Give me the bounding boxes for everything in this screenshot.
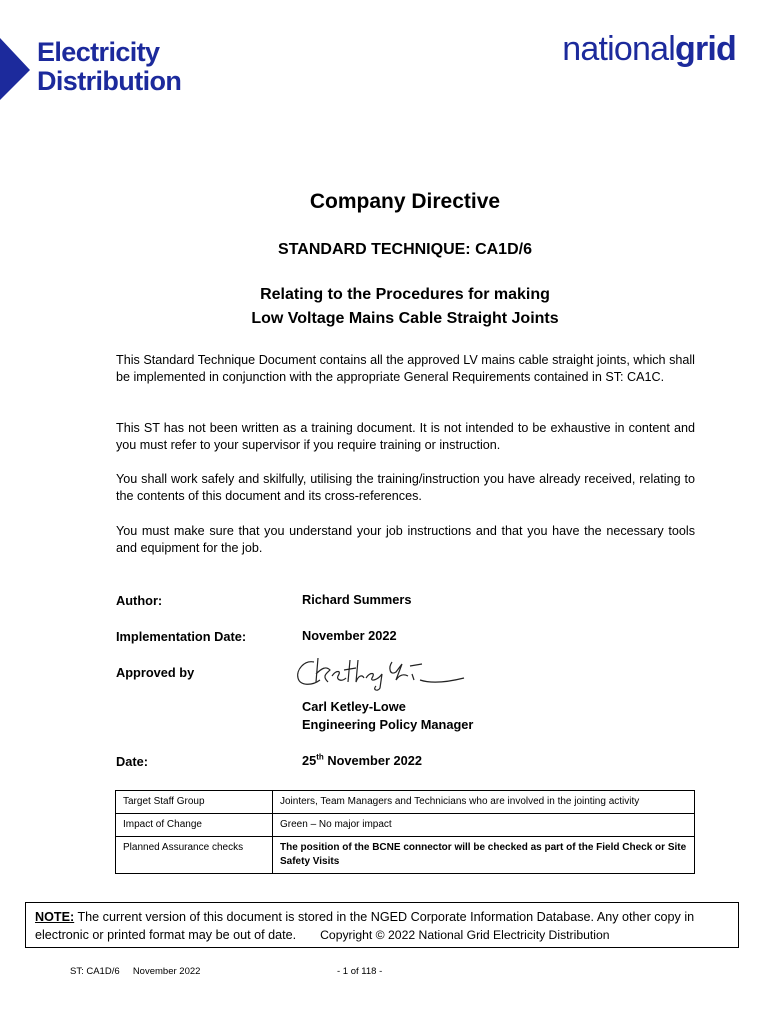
- logo-chevron-icon: [0, 38, 30, 108]
- note-box: [25, 902, 739, 948]
- table-cell-key: Impact of Change: [116, 814, 273, 837]
- logo-national: national: [562, 30, 675, 68]
- approver-title: Engineering Policy Manager: [302, 717, 474, 732]
- table-cell-key: Target Staff Group: [116, 791, 273, 814]
- document-subtitle: STANDARD TECHNIQUE: CA1D/6: [278, 241, 532, 258]
- scope-line-1: Relating to the Procedures for making: [260, 286, 550, 303]
- table-row: [116, 791, 695, 814]
- document-scope: [0, 283, 768, 331]
- table-cell-value: Jointers, Team Managers and Technicians who are involved in the jointing activity: [273, 791, 695, 814]
- table-row: [116, 837, 695, 874]
- scope-line-2: Low Voltage Mains Cable Straight Joints: [251, 310, 559, 327]
- logo-line-2: Distribution: [37, 66, 182, 96]
- footer-doc-ref: ST: CA1D/6 November 2022: [70, 966, 201, 977]
- date-day: 25: [302, 753, 317, 768]
- table-cell-value: Green – No major impact: [273, 814, 695, 837]
- date-rest: November 2022: [323, 753, 422, 768]
- date-suffix: th: [316, 752, 324, 762]
- author-value: Richard Summers: [302, 592, 412, 607]
- document-title: Company Directive: [309, 190, 501, 213]
- date-value: [302, 752, 422, 770]
- author-label: Author:: [116, 593, 163, 608]
- table-row: [116, 814, 695, 837]
- table-cell-value: The position of the BCNE connector will be checked as part of the Field Check or Site Safety Visits: [273, 837, 695, 874]
- copyright-text: Copyright © 2022 National Grid Electricity Distribution: [320, 928, 610, 942]
- logo-text: [37, 38, 181, 96]
- table-cell-key: Planned Assurance checks: [116, 837, 273, 874]
- paragraph-training: This ST has not been written as a training document. It is not intended to be exhaustive in content and you must refer to your supervisor if you require training or instruction.: [116, 421, 695, 452]
- note-label: NOTE:: [35, 910, 75, 924]
- date-label: Date:: [116, 754, 148, 769]
- note-text: The current version of this document is stored in the NGED Corporate Information Database. Any other copy in electronic or printed format may be out of date.: [35, 910, 695, 942]
- approved-by-label: Approved by: [116, 665, 195, 680]
- document-info-table: [115, 790, 695, 874]
- approver-block: [302, 698, 473, 734]
- paragraph-purpose: This Standard Technique Document contains all the approved LV mains cable straight joints, which shall be implemented in conjunction with the appropriate General Requirements contained in ST: CA1C.: [116, 353, 695, 384]
- national-grid-logo: [562, 30, 736, 69]
- approver-name: Carl Ketley-Lowe: [302, 699, 406, 714]
- implementation-date-value: November 2022: [302, 628, 397, 643]
- logo-line-1: Electricity: [37, 37, 160, 67]
- signature-image: [292, 650, 472, 694]
- paragraph-instructions: You must make sure that you understand your job instructions and that you have the necessary tools and equipment for the job.: [116, 524, 695, 555]
- implementation-date-label: Implementation Date:: [116, 629, 247, 644]
- paragraph-safety: You shall work safely and skilfully, utilising the training/instruction you have already received, relating to the contents of this document and its cross-references.: [116, 472, 695, 503]
- logo-grid: grid: [674, 30, 736, 68]
- footer-page-number: - 1 of 118 -: [337, 966, 383, 977]
